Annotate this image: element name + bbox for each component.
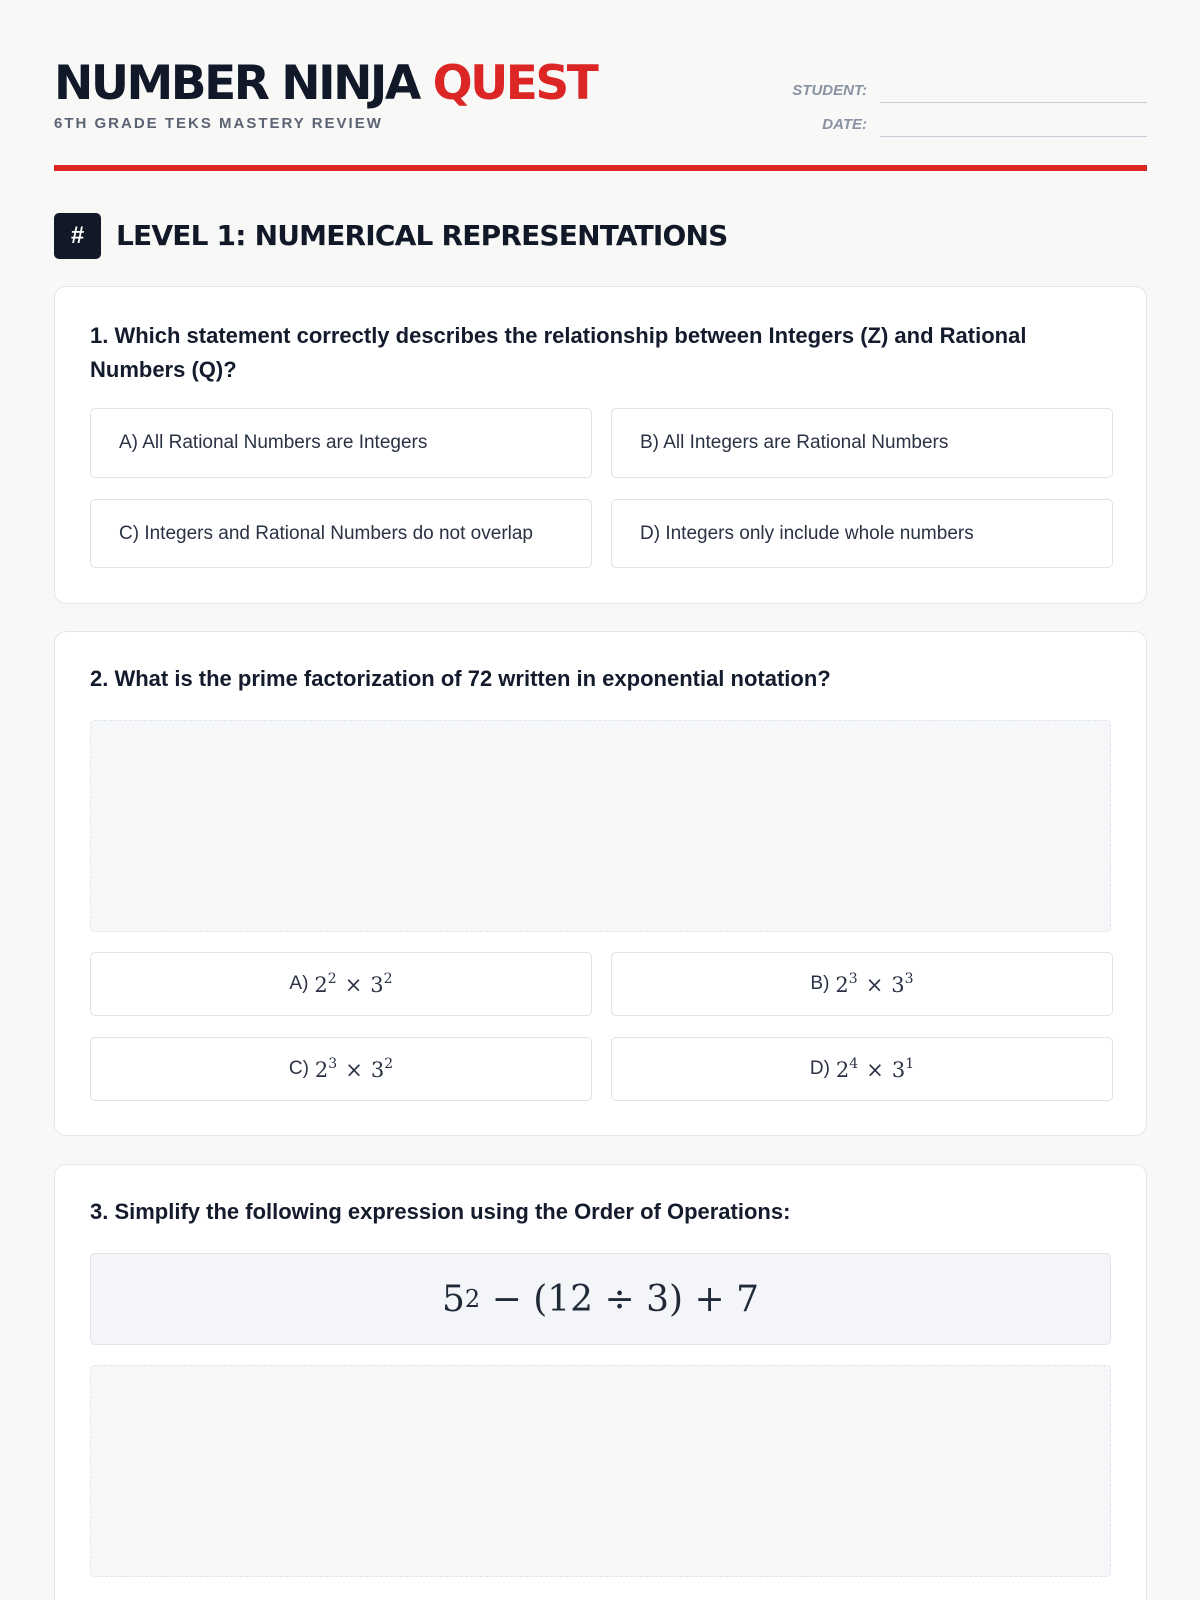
option-label: A): [289, 973, 309, 994]
student-name-line[interactable]: [880, 102, 1147, 103]
student-label: STUDENT:: [792, 82, 867, 99]
title-accent: QUEST: [432, 56, 597, 111]
question-card-1: [54, 286, 1147, 604]
expression-base: 5: [441, 1278, 465, 1320]
option-math: $2^4 \times 3^1$: [835, 1056, 915, 1082]
option-a[interactable]: [90, 952, 592, 1016]
option-b[interactable]: [611, 952, 1113, 1016]
hash-icon: #: [54, 213, 101, 259]
option-c[interactable]: C) Integers and Rational Numbers do not overlap: [90, 499, 592, 568]
worksheet-header: [54, 0, 1147, 172]
date-label: DATE:: [822, 116, 867, 133]
date-line[interactable]: [880, 136, 1147, 137]
title-main: NUMBER NINJA: [54, 56, 419, 111]
expression-box: [90, 1253, 1111, 1345]
option-math: $2^3 \times 3^3$: [835, 971, 914, 997]
worksheet-subtitle: 6TH GRADE TEKS MASTERY REVIEW: [54, 115, 383, 132]
work-area[interactable]: [90, 1365, 1111, 1577]
option-c[interactable]: [90, 1037, 592, 1101]
option-math: $2^2 \times 3^2$: [314, 971, 393, 997]
option-a[interactable]: A) All Rational Numbers are Integers: [90, 408, 592, 478]
question-card-3: [54, 1164, 1147, 1600]
work-area[interactable]: [90, 720, 1111, 932]
option-math: $2^3 \times 3^2$: [314, 1056, 394, 1082]
option-d[interactable]: D) Integers only include whole numbers: [611, 499, 1113, 568]
section-title: LEVEL 1: NUMERICAL REPRESENTATIONS: [116, 219, 728, 252]
date-row: [777, 114, 1147, 148]
question-text-2: 2. What is the prime factorization of 72 written in exponential notation?: [90, 666, 831, 691]
student-meta: [777, 80, 1147, 148]
question-text-1: 1. Which statement correctly describes the relationship between Integers (Z) and Rational Numbers (Q)?: [90, 323, 1027, 382]
question-card-2: [54, 631, 1147, 1136]
option-d[interactable]: [611, 1037, 1113, 1101]
worksheet-page: [54, 0, 1147, 1320]
option-label: C): [288, 1058, 309, 1079]
student-row: [777, 80, 1147, 114]
expression-exponent: 2: [464, 1285, 481, 1313]
question-text-3: 3. Simplify the following expression using the Order of Operations:: [90, 1199, 791, 1224]
option-label: D): [809, 1058, 830, 1079]
expression-rest: − (12 ÷ 3) + 7: [480, 1278, 760, 1320]
section-heading: [54, 212, 728, 259]
option-b[interactable]: B) All Integers are Rational Numbers: [611, 408, 1113, 478]
option-label: B): [810, 973, 830, 994]
worksheet-title: [54, 54, 596, 114]
header-divider: [54, 165, 1147, 171]
